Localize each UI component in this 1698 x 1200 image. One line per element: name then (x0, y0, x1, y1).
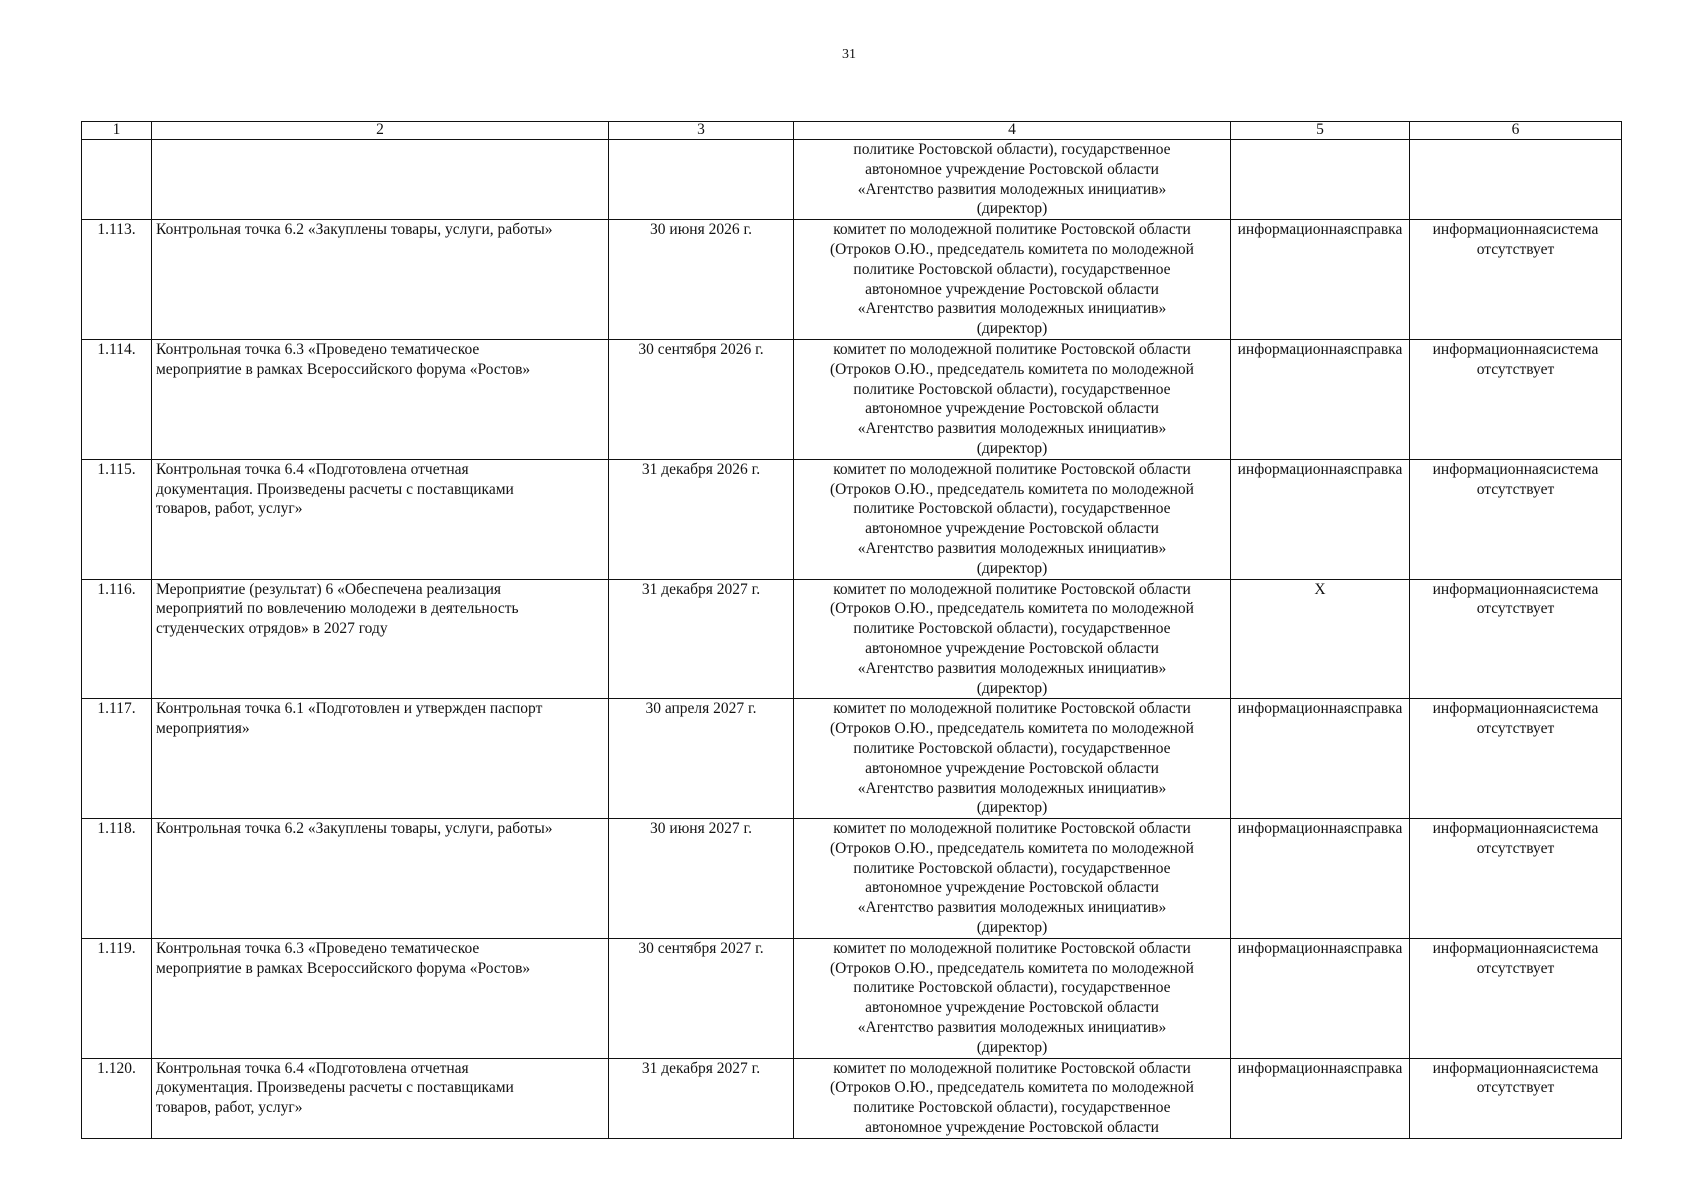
responsible-line: (Отроков О.Ю., председатель комитета по молодежной (830, 959, 1194, 977)
info-system-line: информационная (1432, 820, 1547, 838)
info-system (1410, 699, 1622, 819)
due-date: 30 сентября 2026 г. (609, 339, 794, 459)
column-number-row (82, 122, 1622, 140)
event-name-line: студенческих отрядов» в 2027 году (156, 620, 388, 638)
document-type-line: справка (1351, 460, 1403, 478)
event-name-line: Контрольная точка 6.2 «Закуплены товары, услуги, работы» (156, 221, 553, 239)
cell-number (82, 140, 152, 220)
row-number: 1.117. (82, 699, 152, 819)
event-name-line: Контрольная точка 6.4 «Подготовлена отчетная (156, 1059, 469, 1077)
responsible-line: политике Ростовской области), государственное (853, 620, 1171, 638)
info-system-line: информационная (1432, 460, 1547, 478)
info-system-line: система отсутствует (1476, 340, 1599, 378)
table-row (82, 699, 1622, 819)
info-system-line: информационная (1432, 1059, 1547, 1077)
row-number: 1.118. (82, 819, 152, 939)
responsible-line: «Агентство развития молодежных инициатив» (857, 1019, 1167, 1037)
responsible-line: (директор) (976, 799, 1048, 817)
event-name-line: Контрольная точка 6.4 «Подготовлена отчетная (156, 460, 469, 478)
document-type-line: справка (1351, 820, 1403, 838)
responsible (794, 220, 1231, 340)
responsible-line: «Агентство развития молодежных инициатив» (857, 539, 1167, 557)
row-number: 1.116. (82, 579, 152, 699)
document-type-line: справка (1351, 700, 1403, 718)
event-name-line: документация. Произведены расчеты с поставщиками (156, 480, 514, 498)
document-type-line: X (1314, 580, 1326, 598)
responsible-line: политике Ростовской области), государственное (853, 979, 1171, 997)
responsible-line: автономное учреждение Ростовской области (865, 280, 1159, 298)
responsible-line: автономное учреждение Ростовской области (865, 1119, 1159, 1137)
responsible-line: автономное учреждение Ростовской области (865, 879, 1159, 897)
responsible-line: «Агентство развития молодежных инициатив» (857, 180, 1167, 198)
responsible (794, 459, 1231, 579)
info-system-line: система отсутствует (1476, 1059, 1599, 1097)
responsible-line: комитет по молодежной политике Ростовской области (833, 460, 1191, 478)
document-type-line: справка (1351, 221, 1403, 239)
info-system-line: информационная (1432, 580, 1547, 598)
responsible-line: (директор) (976, 559, 1048, 577)
due-date: 30 апреля 2027 г. (609, 699, 794, 819)
event-name (152, 459, 609, 579)
cell-responsible (794, 140, 1231, 220)
column-header: 3 (609, 122, 794, 140)
info-system (1410, 220, 1622, 340)
event-name-line: Контрольная точка 6.3 «Проведено тематическое (156, 939, 480, 957)
document-type (1231, 220, 1410, 340)
table-row (82, 579, 1622, 699)
responsible-line: (Отроков О.Ю., председатель комитета по молодежной (830, 360, 1194, 378)
event-name (152, 339, 609, 459)
document-type (1231, 339, 1410, 459)
event-name-line: Контрольная точка 6.1 «Подготовлен и утвержден паспорт (156, 700, 543, 718)
column-header: 5 (1231, 122, 1410, 140)
responsible-line: комитет по молодежной политике Ростовской области (833, 221, 1191, 239)
responsible (794, 339, 1231, 459)
event-name (152, 220, 609, 340)
info-system-line: система отсутствует (1476, 460, 1599, 498)
responsible-line: (директор) (976, 439, 1048, 457)
event-name-line: мероприятий по вовлечению молодежи в деятельность (156, 600, 519, 618)
responsible (794, 579, 1231, 699)
responsible-line: комитет по молодежной политике Ростовской области (833, 340, 1191, 358)
event-name-line: товаров, работ, услуг» (156, 500, 303, 518)
event-name-line: документация. Произведены расчеты с поставщиками (156, 1079, 514, 1097)
responsible-line: «Агентство развития молодежных инициатив» (857, 899, 1167, 917)
row-number: 1.119. (82, 938, 152, 1058)
page-number: 31 (842, 47, 856, 62)
info-system-line: система отсутствует (1476, 700, 1599, 738)
table-row (82, 339, 1622, 459)
row-number: 1.115. (82, 459, 152, 579)
responsible-line: политике Ростовской области), государственное (853, 1099, 1171, 1117)
table-row (82, 459, 1622, 579)
document-type-line: справка (1351, 939, 1403, 957)
document-type (1231, 459, 1410, 579)
event-name-line: Мероприятие (результат) 6 «Обеспечена реализация (156, 580, 502, 598)
cell-document (1231, 140, 1410, 220)
due-date: 31 декабря 2026 г. (609, 459, 794, 579)
info-system (1410, 459, 1622, 579)
table-row (82, 938, 1622, 1058)
responsible-line: (директор) (976, 320, 1048, 338)
column-header: 1 (82, 122, 152, 140)
responsible-line: (директор) (976, 919, 1048, 937)
document-type (1231, 1058, 1410, 1138)
cell-system (1410, 140, 1622, 220)
info-system-line: информационная (1432, 700, 1547, 718)
responsible-line: политике Ростовской области), государственное (853, 500, 1171, 518)
info-system (1410, 339, 1622, 459)
responsible-line: (Отроков О.Ю., председатель комитета по молодежной (830, 720, 1194, 738)
event-name (152, 819, 609, 939)
row-number: 1.114. (82, 339, 152, 459)
event-name-line: мероприятие в рамках Всероссийского форума «Ростов» (156, 959, 531, 977)
event-name (152, 699, 609, 819)
responsible-line: (Отроков О.Ю., председатель комитета по молодежной (830, 480, 1194, 498)
responsible-line: автономное учреждение Ростовской области (865, 759, 1159, 777)
column-header: 6 (1410, 122, 1622, 140)
responsible-line: (Отроков О.Ю., председатель комитета по молодежной (830, 600, 1194, 618)
info-system-line: система отсутствует (1476, 820, 1599, 857)
responsible-line: политике Ростовской области), государственное (853, 380, 1171, 398)
responsible-line: (Отроков О.Ю., председатель комитета по молодежной (830, 839, 1194, 857)
due-date: 31 декабря 2027 г. (609, 579, 794, 699)
info-system (1410, 1058, 1622, 1138)
responsible (794, 938, 1231, 1058)
event-name (152, 938, 609, 1058)
info-system (1410, 579, 1622, 699)
event-name-line: мероприятие в рамках Всероссийского форума «Ростов» (156, 360, 531, 378)
info-system-line: система отсутствует (1476, 580, 1599, 618)
document-type (1231, 819, 1410, 939)
responsible-line: автономное учреждение Ростовской области (865, 520, 1159, 538)
due-date: 30 сентября 2027 г. (609, 938, 794, 1058)
continuation-row (82, 140, 1622, 220)
responsible-line: «Агентство развития молодежных инициатив» (857, 659, 1167, 677)
document-type-line: справка (1351, 1059, 1403, 1077)
due-date: 30 июня 2026 г. (609, 220, 794, 340)
table-row (82, 1058, 1622, 1138)
info-system (1410, 819, 1622, 939)
responsible-line: комитет по молодежной политике Ростовской области (833, 820, 1191, 838)
info-system-line: система отсутствует (1476, 221, 1599, 258)
document-type-line: информационная (1237, 1059, 1352, 1077)
document-type-line: информационная (1237, 700, 1352, 718)
row-number: 1.113. (82, 220, 152, 340)
document-type-line: информационная (1237, 460, 1352, 478)
responsible-line: комитет по молодежной политике Ростовской области (833, 700, 1191, 718)
responsible-line: политике Ростовской области), государственное (853, 859, 1171, 877)
responsible-line: комитет по молодежной политике Ростовской области (833, 580, 1191, 598)
column-header: 4 (794, 122, 1231, 140)
event-name (152, 1058, 609, 1138)
document-type-line: информационная (1237, 939, 1352, 957)
responsible-line: (Отроков О.Ю., председатель комитета по молодежной (830, 240, 1194, 258)
info-system-line: информационная (1432, 340, 1547, 358)
document-type-line: информационная (1237, 221, 1352, 239)
responsible-line: автономное учреждение Ростовской области (865, 639, 1159, 657)
event-name-line: Контрольная точка 6.2 «Закуплены товары, услуги, работы» (156, 820, 553, 838)
responsible-line: автономное учреждение Ростовской области (865, 160, 1159, 178)
cell-name (152, 140, 609, 220)
responsible-line: (директор) (976, 679, 1048, 697)
document-type (1231, 579, 1410, 699)
document-type-line: информационная (1237, 340, 1352, 358)
cell-date (609, 140, 794, 220)
due-date: 30 июня 2027 г. (609, 819, 794, 939)
responsible (794, 699, 1231, 819)
responsible-line: (Отроков О.Ю., председатель комитета по молодежной (830, 1079, 1194, 1097)
event-name-line: Контрольная точка 6.3 «Проведено тематическое (156, 340, 480, 358)
responsible-line: комитет по молодежной политике Ростовской области (833, 1059, 1191, 1077)
responsible-line: «Агентство развития молодежных инициатив» (857, 300, 1167, 318)
responsible-line: автономное учреждение Ростовской области (865, 400, 1159, 418)
event-name-line: товаров, работ, услуг» (156, 1099, 303, 1117)
info-system (1410, 938, 1622, 1058)
responsible-line: (директор) (976, 1038, 1048, 1056)
document-type-line: справка (1351, 340, 1403, 358)
document-type (1231, 938, 1410, 1058)
responsible (794, 1058, 1231, 1138)
control-points-table (81, 121, 1622, 1139)
responsible-line: «Агентство развития молодежных инициатив» (857, 779, 1167, 797)
responsible-line: автономное учреждение Ростовской области (865, 999, 1159, 1017)
document-type (1231, 699, 1410, 819)
due-date: 31 декабря 2027 г. (609, 1058, 794, 1138)
event-name-line: мероприятия» (156, 720, 250, 738)
info-system-line: информационная (1432, 939, 1547, 957)
column-header: 2 (152, 122, 609, 140)
responsible-line: политике Ростовской области), государственное (853, 141, 1171, 158)
responsible-line: комитет по молодежной политике Ростовской области (833, 939, 1191, 957)
info-system-line: система отсутствует (1476, 939, 1599, 977)
table-row (82, 819, 1622, 939)
responsible-line: политике Ростовской области), государственное (853, 260, 1171, 278)
info-system-line: информационная (1432, 221, 1547, 239)
row-number: 1.120. (82, 1058, 152, 1138)
event-name (152, 579, 609, 699)
document-type-line: информационная (1237, 820, 1352, 838)
responsible-line: «Агентство развития молодежных инициатив» (857, 420, 1167, 438)
responsible-line: (директор) (976, 200, 1048, 218)
responsible (794, 819, 1231, 939)
responsible-line: политике Ростовской области), государственное (853, 739, 1171, 757)
table-row (82, 220, 1622, 340)
